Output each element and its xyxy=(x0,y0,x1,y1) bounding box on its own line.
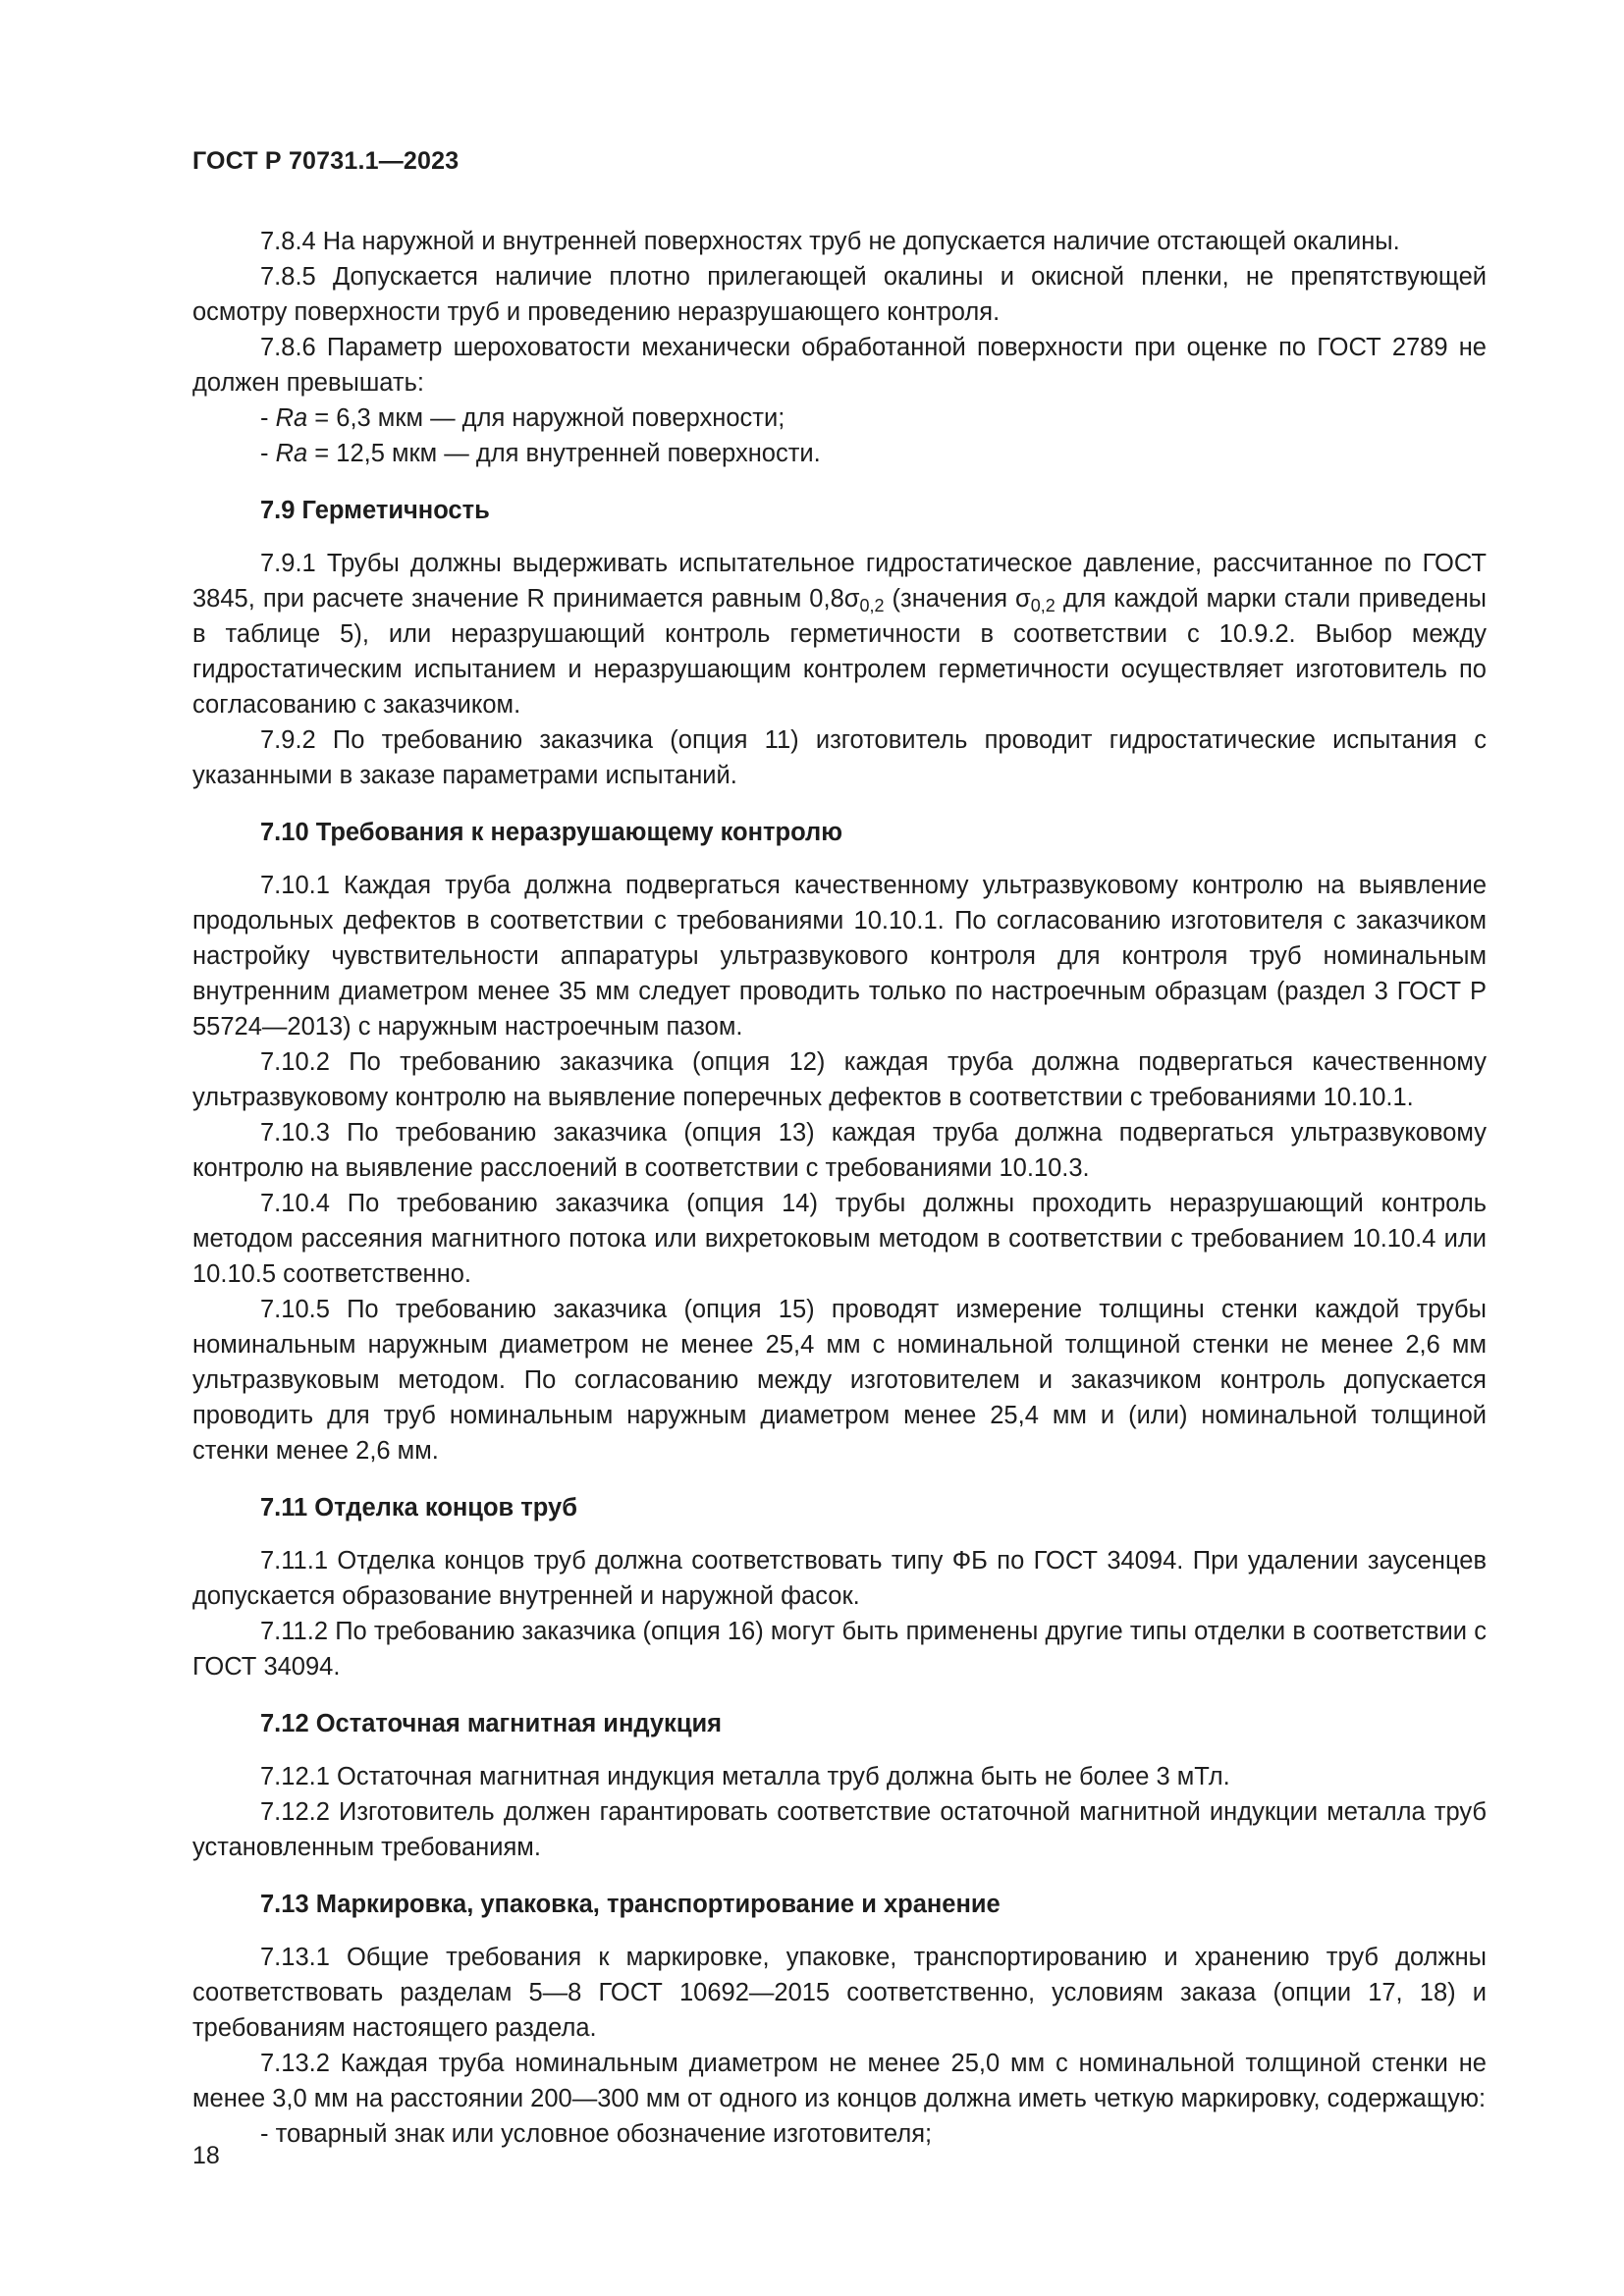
paragraph-7-10-1: 7.10.1 Каждая труба должна подвергаться качественному ультразвуковому контролю на выявление продольных дефектов в соответствии с требованиями 10.10.1. По согласованию изготовителя с заказчиком настройку чувствительности аппаратуры ультразвукового контроля для контроля труб номинальным внутренним диаметром менее 35 мм следует проводить только по настроечным образцам (раздел 3 ГОСТ Р 55724—2013) с наружным настроечным пазом. xyxy=(192,872,1487,1041)
list-item-text: товарный знак или условное обозначение изготовителя; xyxy=(275,2120,933,2148)
document-header: ГОСТ Р 70731.1—2023 xyxy=(192,147,460,175)
subscript: 0,2 xyxy=(1030,596,1056,615)
list-dash: - xyxy=(260,440,269,467)
paragraph-7-10-3: 7.10.3 По требованию заказчика (опция 13) каждая труба должна подвергаться ультразвуковому контролю на выявление расслоений в соответствии с требованиями 10.10.3. xyxy=(192,1119,1487,1182)
subscript: 0,2 xyxy=(859,596,885,615)
paragraph-7-11-2: 7.11.2 По требованию заказчика (опция 16) могут быть применены другие типы отделки в соответствии с ГОСТ 34094. xyxy=(192,1618,1487,1681)
paragraph-7-10-4: 7.10.4 По требованию заказчика (опция 14) трубы должны проходить неразрушающий контроль методом рассеяния магнитного потока или вихретоковым методом в соответствии с требованием 10.10.4 или 10.10.5 соответственно. xyxy=(192,1190,1487,1288)
document-body xyxy=(192,224,1487,2152)
paragraph-7-13-1: 7.13.1 Общие требования к маркировке, упаковке, транспортированию и хранению труб должны соответствовать разделам 5—8 ГОСТ 10692—2015 соответственно, условиям заказа (опции 17, 18) и требованиям настоящего раздела. xyxy=(192,1944,1487,2042)
page-number: 18 xyxy=(192,2142,220,2169)
paragraph-text: (значения σ xyxy=(884,585,1031,613)
paragraph-7-13-2: 7.13.2 Каждая труба номинальным диаметром не менее 25,0 мм с номинальной толщиной стенки не менее 3,0 мм на расстоянии 200—300 мм от одного из концов должна иметь четкую маркировку, содержащую: xyxy=(192,2050,1487,2112)
paragraph-7-11-1: 7.11.1 Отделка концов труб должна соответствовать типу ФБ по ГОСТ 34094. При удалении заусенцев допускается образование внутренней и наружной фасок. xyxy=(192,1547,1487,1610)
list-item xyxy=(192,436,1487,471)
list-item xyxy=(192,2116,1487,2152)
paragraph-7-9-1 xyxy=(192,546,1487,722)
paragraph-7-12-2: 7.12.2 Изготовитель должен гарантировать соответствие остаточной магнитной индукции металла труб установленным требованиям. xyxy=(192,1798,1487,1861)
ra-symbol: Ra xyxy=(275,440,308,467)
paragraph-7-8-6: 7.8.6 Параметр шероховатости механически обработанной поверхности при оценке по ГОСТ 2789 не должен превышать: xyxy=(192,334,1487,397)
section-heading-7-11: 7.11 Отделка концов труб xyxy=(260,1494,577,1522)
paragraph-7-8-5: 7.8.5 Допускается наличие плотно прилегающей окалины и окисной пленки, не препятствующей осмотру поверхности труб и проведению неразрушающего контроля. xyxy=(192,263,1487,326)
paragraph-text: 7.9.1 Трубы должны выдерживать испытательное гидростатическое давление, рассчитанное по ГОСТ 3845, при расчете значение R принимается равным 0,8σ xyxy=(192,550,1487,613)
ra-symbol: Ra xyxy=(275,404,308,432)
section-heading-7-9: 7.9 Герметичность xyxy=(260,497,490,524)
paragraph-7-8-4: 7.8.4 На наружной и внутренней поверхностях труб не допускается наличие отстающей окалины. xyxy=(260,228,1400,255)
section-heading-7-12: 7.12 Остаточная магнитная индукция xyxy=(260,1710,723,1737)
paragraph-7-9-2: 7.9.2 По требованию заказчика (опция 11) изготовитель проводит гидростатические испытания с указанными в заказе параметрами испытаний. xyxy=(192,726,1487,789)
section-heading-7-10: 7.10 Требования к неразрушающему контролю xyxy=(260,819,842,846)
paragraph-7-10-5: 7.10.5 По требованию заказчика (опция 15) проводят измерение толщины стенки каждой трубы номинальным наружным диаметром не менее 25,4 мм с номинальной толщиной стенки не менее 2,6 мм ультразвуковым методом. По согласованию между изготовителем и заказчиком контроль допускается проводить для труб номинальным наружным диаметром менее 25,4 мм и (или) номинальной толщиной стенки менее 2,6 мм. xyxy=(192,1296,1487,1465)
list-dash: - xyxy=(260,404,269,432)
list-item xyxy=(192,400,1487,436)
section-heading-7-13: 7.13 Маркировка, упаковка, транспортирование и хранение xyxy=(260,1891,1001,1918)
list-dash: - xyxy=(260,2120,269,2148)
paragraph-7-12-1: 7.12.1 Остаточная магнитная индукция металла труб должна быть не более 3 мТл. xyxy=(260,1763,1230,1790)
paragraph-7-10-2: 7.10.2 По требованию заказчика (опция 12) каждая труба должна подвергаться качественному ультразвуковому контролю на выявление поперечных дефектов в соответствии с требованиями 10.10.1. xyxy=(192,1048,1487,1111)
list-item-text: = 12,5 мкм — для внутренней поверхности. xyxy=(307,440,821,467)
paragraph-text: для каждой марки стали приведены в таблице 5), или неразрушающий контроль герметичности в соответствии с 10.9.2. Выбор между гидростатическим испытанием и неразрушающим контролем герметичности осуществляет изготовитель по согласованию с заказчиком. xyxy=(192,585,1487,719)
list-item-text: = 6,3 мкм — для наружной поверхности; xyxy=(307,404,785,432)
